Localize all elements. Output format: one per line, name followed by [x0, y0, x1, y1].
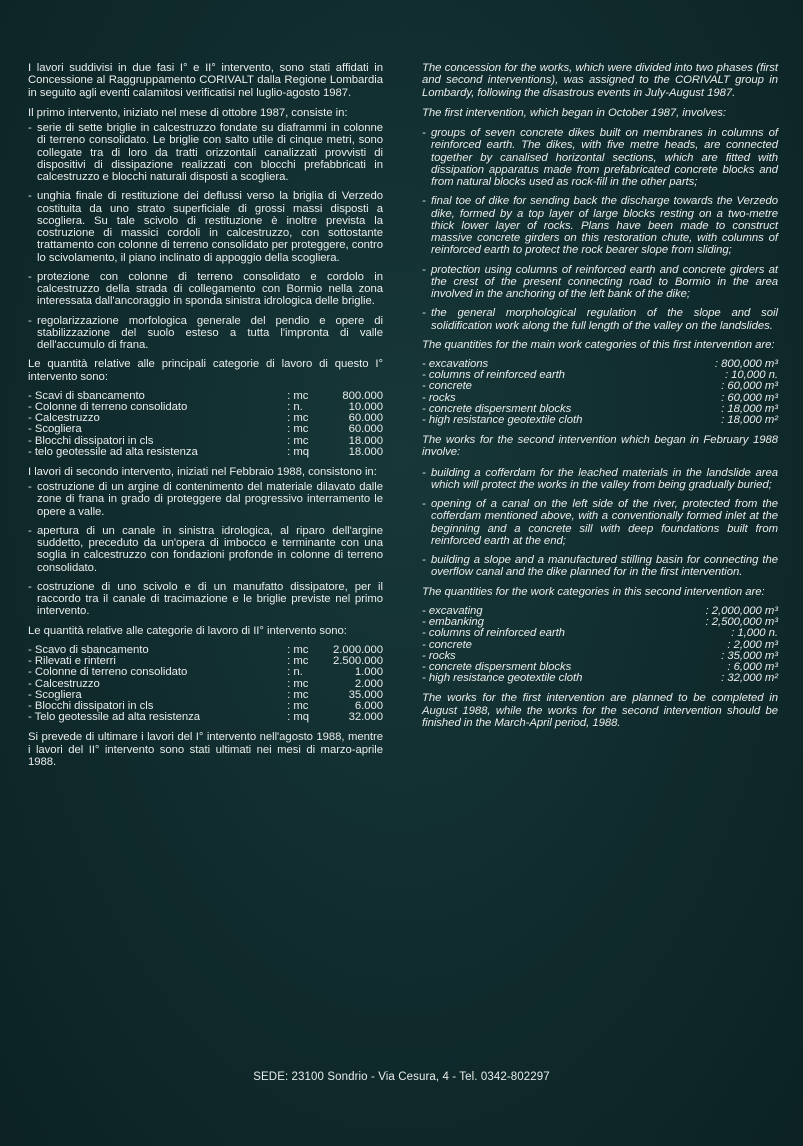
list-item: - the general morphological regulation of the slope and soil solidification work along the full length of the valley on the landslides. — [422, 307, 778, 332]
qty-label: - columns of reinforced earth — [422, 627, 565, 640]
qty-unit: : mc — [287, 677, 309, 690]
list-item: - costruzione di un argine di contenimento del materiale dilavato dalle zone di frana in grado di proteggere dal progressivo interramento le opere a valle. — [28, 481, 383, 518]
qty-label: - telo geotessile ad alta resistenza — [28, 445, 198, 458]
qty-unit: : mq — [287, 711, 310, 724]
qty-value: : 60,000 m³ — [721, 380, 778, 393]
en-first-qty-intro: The quantities for the main work categories of this first intervention are: — [422, 338, 775, 351]
qty-value: : 18,000 m³ — [721, 402, 778, 415]
qty-unit: : mc — [287, 389, 309, 402]
en-second-qty-intro: The quantities for the work categories in this second intervention are: — [422, 585, 765, 598]
qty-value: 18.000 — [348, 434, 383, 447]
footer-address: SEDE: 23100 Sondrio - Via Cesura, 4 - Tel. 0342-802297 — [253, 1071, 550, 1083]
qty-value: 1.000 — [354, 666, 383, 679]
qty-value: : 35,000 m³ — [721, 649, 778, 662]
qty-value: 10.000 — [348, 400, 383, 413]
qty-label: - Scogliera — [28, 688, 82, 701]
qty-label: - Telo geotessile ad alta resistenza — [28, 711, 201, 724]
qty-label: - rocks — [422, 649, 456, 662]
it-first-intro: Il primo intervento, iniziato nel mese di ottobre 1987, consiste in: — [28, 106, 348, 119]
list-item: - costruzione di uno scivolo e di un manufatto dissipatore, per il raccordo tra il canale di tracimazione e le briglie previste nel primo intervento. — [28, 581, 383, 618]
table-row — [28, 667, 383, 678]
it-intro: I lavori suddivisi in due fasi I° e II° intervento, sono stati affidati in Concessione al Raggruppamento CORIVALT dalla Regione Lombardia in seguito agli eventi calamitosi verificatisi nel luglio-agosto 1987. — [28, 62, 383, 99]
qty-value: : 10,000 n. — [724, 369, 778, 382]
qty-unit: : mc — [287, 688, 309, 701]
qty-unit: : mc — [287, 434, 309, 447]
list-item: - protezione con colonne di terreno consolidato e cordolo in calcestruzzo della strada di collegamento con Bormio nella zona interessata dall'ancoraggio in sponda sinistra idrologica delle briglie. — [28, 271, 383, 308]
qty-value: : 18,000 m² — [721, 414, 778, 427]
qty-label: - concrete dispersment blocks — [422, 660, 572, 673]
qty-value: 60.000 — [348, 412, 383, 425]
en-intro: The concession for the works, which were divided into two phases (first and second interventions), was assigned to the CORIVALT group in Lombardy, following the disastrous events in July-August 1987. — [422, 62, 778, 99]
qty-value: : 800,000 m³ — [714, 358, 778, 370]
qty-label: - Calcestruzzo — [28, 412, 100, 425]
en-first-qty-table — [422, 359, 778, 426]
qty-unit: : mc — [287, 412, 309, 425]
qty-unit: : mq — [287, 445, 310, 458]
qty-label: - high resistance geotextile cloth — [422, 414, 583, 427]
qty-label: - Colonne di terreno consolidato — [28, 666, 188, 679]
list-item: - opening of a canal on the left side of the river, protected from the cofferdam mentioned above, with a conventionally formed inlet at the beginning and a concrete sill with deep foundations built from reinforced earth at the end; — [422, 498, 778, 547]
list-item: - regolarizzazione morfologica generale del pendio e opere di stabilizzazione del suolo esteso a tutta l'impronta di valle dell'accumulo di frana. — [28, 315, 383, 352]
list-item: - building a cofferdam for the leached materials in the landslide area which will protect the works in the valley from being gradually buried; — [422, 467, 778, 492]
qty-label: - Scavi di sbancamento — [28, 389, 145, 402]
qty-value: : 60,000 m³ — [721, 391, 778, 404]
en-first-items — [422, 127, 778, 332]
list-item: - unghia finale di restituzione dei deflussi verso la briglia di Verzedo costituita da uno strato superficiale di grossi massi disposti a scogliera. Su tale scivolo di restituzione è inoltre prevista la costruzione di massici cordoli in calcestruzzo, con sottostante trattamento con colonne di terreno consolidato per proteggere, contro lo scivolamento, il piano inclinato di appoggio della scogliera. — [28, 190, 383, 264]
table-row — [422, 415, 778, 426]
it-first-qty-table — [28, 391, 383, 458]
qty-unit: : mc — [287, 643, 309, 656]
qty-label: - Rilevati e rinterri — [28, 655, 116, 668]
qty-unit: : mc — [287, 699, 309, 712]
qty-value: : 2,000,000 m³ — [705, 604, 778, 617]
qty-label: - columns of reinforced earth — [422, 369, 565, 382]
qty-label: - Scavo di sbancamento — [28, 643, 149, 656]
qty-label: - excavations — [422, 358, 489, 370]
qty-value: : 1,000 n. — [731, 627, 778, 640]
en-second-qty-table — [422, 606, 778, 684]
qty-label: - Blocchi dissipatori in cls — [28, 699, 154, 712]
table-row — [422, 628, 778, 639]
qty-unit: : n. — [287, 400, 303, 413]
table-row — [28, 712, 383, 723]
qty-unit: : mc — [287, 655, 309, 668]
qty-value: : 6,000 m³ — [727, 660, 778, 673]
qty-label: - high resistance geotextile cloth — [422, 672, 583, 685]
it-closing: Si prevede di ultimare i lavori del I° intervento nell'agosto 1988, mentre i lavori del II° intervento sono stati ultimati nei mesi di marzo-aprile 1988. — [28, 731, 383, 768]
qty-label: - Colonne di terreno consolidato — [28, 400, 188, 413]
it-first-items — [28, 122, 383, 351]
qty-value: 2.000.000 — [332, 643, 383, 656]
qty-label: - concrete — [422, 638, 472, 651]
qty-value: : 2,000 m³ — [727, 638, 778, 651]
qty-label: - concrete — [422, 380, 472, 393]
list-item: - serie di sette briglie in calcestruzzo fondate su diaframmi in colonne di terreno consolidato. Le briglie con salto utile di cinque metri, sono collegate tra di loro da tratti orizzontali canalizzati provvisti di dispositivi di dissipazione realizzati con blocchi prefabbricati in calcestruzzo e blocchi naturali disposti a scogliera. — [28, 122, 383, 183]
qty-value: 32.000 — [348, 711, 383, 724]
qty-value: 6.000 — [354, 699, 383, 712]
list-item: - final toe of dike for sending back the discharge towards the Verzedo dike, formed by a top layer of large blocks resting on a two-metre thick lower layer of rocks. Plans have been made to construct massive concrete girders on this restoration chute, with columns of reinforced earth to protect the rock bearer slope from sliding; — [422, 195, 778, 256]
qty-label: - excavating — [422, 604, 483, 617]
qty-value: 35.000 — [348, 688, 383, 701]
qty-label: - Scogliera — [28, 423, 82, 436]
qty-value: 18.000 — [348, 445, 383, 458]
en-closing: The works for the first intervention are planned to be completed in August 1988, while the works for the second intervention should be finished in the March-April period, 1988. — [422, 692, 778, 729]
table-row — [422, 381, 778, 392]
qty-unit: : n. — [287, 666, 303, 679]
list-item: - building a slope and a manufactured stilling basin for connecting the overflow canal and the dike planned for in the first intervention. — [422, 554, 778, 579]
qty-value: 60.000 — [348, 423, 383, 436]
qty-label: - embanking — [422, 616, 484, 629]
italian-column — [28, 62, 383, 776]
qty-label: - Calcestruzzo — [28, 677, 100, 690]
list-item: - protection using columns of reinforced earth and concrete girders at the crest of the present connecting road to Bormio in the area involved in the anchoring of the left bank of the dike; — [422, 264, 778, 301]
qty-unit: : mc — [287, 423, 309, 436]
list-item: - apertura di un canale in sinistra idrologica, al riparo dell'argine suddetto, preceduto da un'opera di imbocco e terminante con una soglia in calcestruzzo con fondazioni profonde in colonne di terreno consolidato. — [28, 525, 383, 574]
en-second-intro: The works for the second intervention which began in February 1988 involve: — [422, 434, 778, 459]
en-first-intro: The first intervention, which began in October 1987, involves: — [422, 106, 726, 119]
qty-value: : 32,000 m² — [721, 672, 778, 685]
en-second-items — [422, 467, 778, 579]
english-column — [422, 62, 778, 737]
qty-value: 2.500.000 — [332, 655, 383, 668]
table-row — [28, 447, 383, 458]
qty-value: 800.000 — [342, 389, 383, 402]
it-second-qty-intro: Le quantità relative alle categorie di lavoro di II° intervento sono: — [28, 624, 347, 637]
it-second-items — [28, 481, 383, 618]
list-item: - groups of seven concrete dikes built on membranes in columns of reinforced earth. The dikes, with five metre heads, are connected together by canalised horizontal sections, which are fitted with dissipation apparatus made from prefabricated concrete blocks and from natural blocks used as rock-fill in the other parts; — [422, 127, 778, 188]
table-row — [28, 424, 383, 435]
table-row — [422, 673, 778, 684]
qty-label: - Blocchi dissipatori in cls — [28, 434, 154, 447]
qty-value: 2.000 — [354, 677, 383, 690]
qty-label: - rocks — [422, 391, 456, 404]
qty-label: - concrete dispersment blocks — [422, 402, 572, 415]
it-second-intro: I lavori di secondo intervento, iniziati nel Febbraio 1988, consistono in: — [28, 465, 377, 478]
it-first-qty-intro: Le quantità relative alle principali categorie di lavoro di questo I° intervento sono: — [28, 358, 383, 383]
qty-value: : 2,500,000 m³ — [705, 616, 778, 629]
it-second-qty-table — [28, 645, 383, 723]
